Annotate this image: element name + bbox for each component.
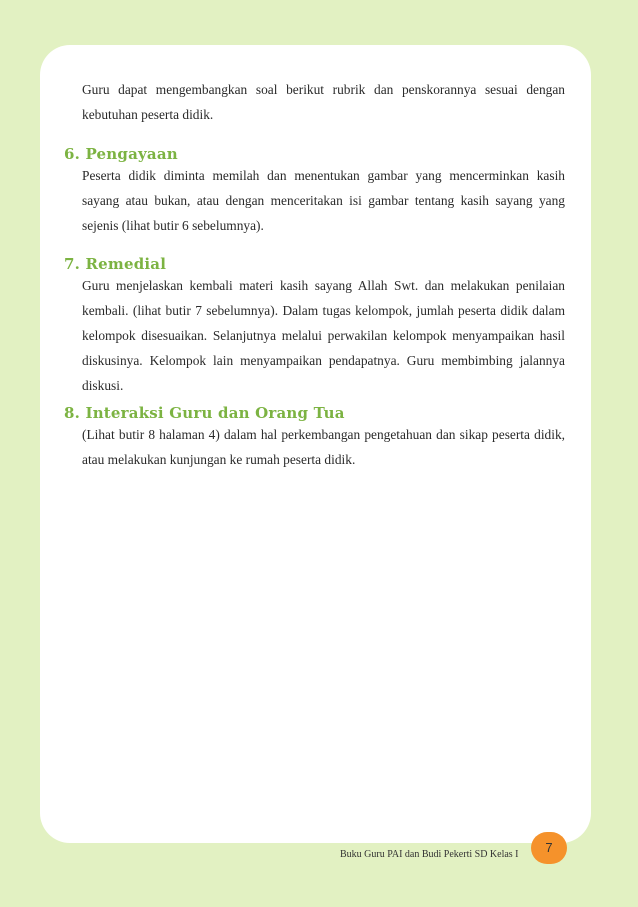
section-text-interaksi: (Lihat butir 8 halaman 4) dalam hal perkembangan pengetahuan dan sikap peserta didik, atau melakukan kunjungan ke rumah peserta didik. (82, 427, 565, 467)
footer-book-title: Buku Guru PAI dan Budi Pekerti SD Kelas I (340, 849, 519, 860)
section-heading-interaksi: 8. Interaksi Guru dan Orang Tua (64, 404, 345, 422)
section-heading-pengayaan: 6. Pengayaan (64, 145, 178, 163)
section-text-remedial: Guru menjelaskan kembali materi kasih sayang Allah Swt. dan melakukan penilaian kembali. (lihat butir 7 sebelumnya). Dalam tugas kelompok, jumlah peserta didik dalam kelompok disesuaikan. Selanjutnya melalui perwakilan kelompok menyampaikan hasil diskusinya. Kelompok lain menyampaikan pendapatnya. Guru membimbing jalannya diskusi. (82, 278, 565, 393)
section-text-pengayaan: Peserta didik diminta memilah dan menentukan gambar yang mencerminkan kasih sayang atau bukan, atau dengan menceritakan isi gambar tentang kasih sayang yang sejenis (lihat butir 6 sebelumnya). (82, 168, 565, 233)
page-number-badge: 7 (531, 832, 567, 864)
intro-paragraph: Guru dapat mengembangkan soal berikut rubrik dan penskorannya sesuai dengan kebutuhan peserta didik. (82, 82, 565, 122)
section-heading-remedial: 7. Remedial (64, 255, 167, 273)
